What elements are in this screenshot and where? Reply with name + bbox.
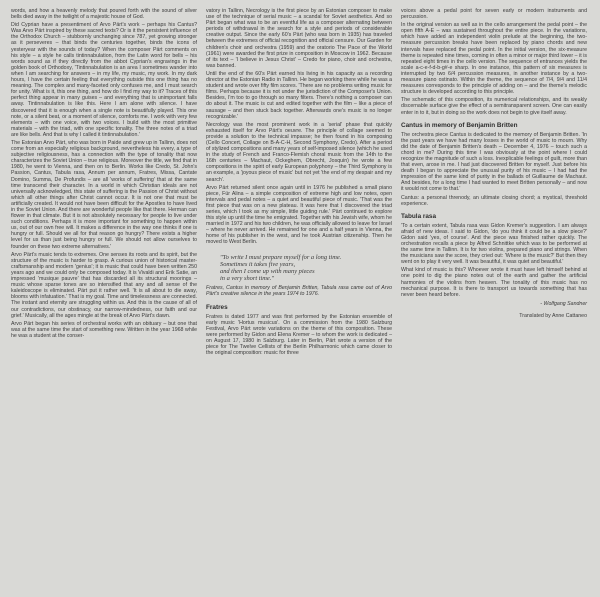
quote-line: and then I come up with many pieces bbox=[220, 267, 315, 275]
column-middle bbox=[206, 8, 392, 358]
paragraph: Cantus: a personal threnody, an ultimate closing chord; a mystical, threshold experience. bbox=[401, 194, 587, 207]
paragraph: Arvo Pärt returned silent once again until in 1976 he published a small piano piece, Für Alina – a simple composition of extreme high and low notes, open intervals and pedal notes – a quiet and beautiful piece of music. 'That was the first piece that was on a new plateau. It was here that I discovered the triad series, which I took as my simple, little guiding rule.' Pärt continued to explore this style up until the time he emigrated. Together with his Jewish wife, whom he married in 1972 and his two children, he was officially allowed to leave for Israel – where he never arrived. He remained for one and a half years in Vienna, the home of his publisher in the west, and he took Austrian citizenship. Then he moved to West Berlin. bbox=[206, 184, 392, 246]
paragraph: In the original version as well as in the cello arrangement the pedal point – the open fifth A-E – was sustained throughout the entire piece. In the variations, which have added an independent violin prelude at the beginning, the two-measure percussion breaks have been replaced by piano chords and new intervals have replaced the pedal point. In the initial version, the six-measure theme is repeated nine times, coming in often a minor or major third lower – it is repeated eight times in the cello version. The sequence of entrances yields the scale a-c-e-f-d-b-g#-e sharp. In one instance, this pattern of six measures is interrupted by two 6/4 percussion measures, in another instance by a two-measure piano ostinato. Within the theme, the sequence of 7/4, 9/4 and 11/4 measures corresponds to the principle of adding on – and the theme's melodic structure is developed according to this principle. bbox=[401, 22, 587, 96]
paragraph: The Estonian Arvo Pärt, who was born in Paide and grew up in Tallinn, does not come from an especially religious background, nevertheless his every, a type of subjective religiousness, has a connection with the type of tonality that now characterizes the Soviet Union – true religious. Moreover the title, we find that in 1980, he went to Vienna, and then on to Berlin. Works like Credo, St. John's Passion, Cantus, Tabula rasa, Annum per annum, Fratres, Missa, Cantate Domino, Summa, De Profundis – are all 'works of suffering' that at the same time transcend their character. In a world in which Christian ideals are not universally acknowledged, this state of suffering is the Passion of Christ without which all other things after Christ cannot occur. It is not one that must be artificially created. It would not have been difficult for the Apostles to have lived in the Soviet Union. And there are wonderful people like that there. Herman can flower in that climate. But it is not absolutely necessary for people to live under such conditions. Perhaps it is more important for something to happen within us, out of our own free will. It makes a difference in the way one thinks if one is hungry or full. Should we all for that reason go hungry? There exists a higher level for us than just being hungry or full. We should not allow ourselves to founder on these two extreme alternatives.' bbox=[11, 139, 197, 250]
section-heading-tabula-rasa: Tabula rasa bbox=[401, 212, 437, 220]
paragraph: What kind of music is this? Whoever wrote it must have left himself behind at one point to dig the piano notes out of the earth and gather the artificial harmonies of the violins from heaven. The tonality of this music has no mechanical purpose. It is there to transport us towards something that has never been heard before. bbox=[401, 267, 587, 298]
column-left bbox=[11, 8, 197, 341]
paragraph: The orchestra piece Cantus is dedicated to the memory of Benjamin Britten. 'In the past years we have had many losses in the world of music to mourn. Why did the date of Benjamin Britten's death – December 4, 1976 – touch such a chord in me? During this time I was obviously at the point where I could recognize the magnitude of such a loss. Inexplicable feelings of guilt, more than that even, arose in me. I had just discovered Britten for myself. Just before his death I began to appreciate the unusual purity of his music – I had had the impression of the same kind of purity in the ballads of Guillaume de Machaut. And besides, for a long time I had wanted to meet Britten personally – and now it would not come to that.' bbox=[401, 131, 587, 193]
paragraph: Until the end of the 60's Pärt earned his living in his capacity as a recording director at the Estonian Radio in Tallinn. He began working there while he was a student and wrote over fifty film scores. 'There are no problems writing music for films. Perhaps because it is not under the jurisdiction of the Composer's Union. Besides, I'm too to go through so many filters. There's nothing a composer can do about it. The music is cut and edited together with the film – like a piece of sausage – and then stuck back together. Afterwards one's music is no longer recognizable.' bbox=[206, 70, 392, 120]
paragraph: The schematic of this composition, its numerical relationships, and its weakly discernable surface give the effect of a semitransparent screen. One can easily enter in to it, but in doing so the work does not begin to give itself away. bbox=[401, 97, 587, 116]
section-heading-fratres: Fratres bbox=[206, 303, 228, 311]
author-signature: - Wolfgang Sandner bbox=[540, 300, 587, 307]
paragraph: Did Cyprian have a presentiment of Arvo Pärt's work – perhaps his Cantus? Was Arvo Pärt inspired by these sacred texts? Or is it the persistent influence of the Orthodox Church – stubbornly unchanging since 787, yet growing stronger as it perseveres – that binds the centuries together, binds the icons of yesteryear with the sounds of today? When the composer Pärt comments on his style – a style he calls tintinnabulation, from the Latin word for bells – his words sound as if they directly from the abbot Cyprian's engravings in the golden book of Orthodoxy, 'Tintinnabulation is an area I sometimes wander into when I am searching for answers – in my life, my music, my work. In my dark hours, I have the certain feeling that everything outside this one thing has no meaning. The complex and many-faceted only confuses me, and I must search for unity. What is it, this one thing, and how do I find my way to it? Traces of this perfect thing appear in many guises – and everything that is unimportant falls away. Tintinnabulation is like this. Here I am alone with silence. I have discovered that it is enough when a single note is beautifully played. This one note, or a silent beat, or a moment of silence, comforts me. I work with very few elements – with one voice, with two voices. I build with the most primitive materials – with the triad, with one specific tonality. The three notes of a triad are like bells. And that is why I called it tintinnabulation.' bbox=[11, 22, 197, 138]
quote-line: Sometimes it takes five years, bbox=[220, 260, 296, 268]
quote-line: "To write I must prepare myself for a long time. bbox=[220, 253, 342, 261]
paragraph: words, and how a heavenly melody that poured forth with the sound of silver bells died away in the twilight of a majestic house of God. bbox=[11, 8, 197, 21]
pull-quote bbox=[220, 254, 392, 283]
paragraph: Arvo Pärt began his series of orchestral works with an obituary – but one that was at the same time the start of something new. Written in the year 1968 while he was a student at the conser- bbox=[11, 320, 197, 339]
paragraph: vatory in Tallinn, Necrology is the first piece by an Estonian composer to make use of the technique of serial music – a scandal for Soviet aesthetics. And so Pärt began what was to be an eventful life as a composer alternating between periods of withdrawal in the search for a style and periods of considerable creative output. Since the early 60's Pärt (who was born in 1935) has traveled between the extremes of official recognition and official censure. Our Garden for children's choir and orchestra (1959) and the oratorio The Pace of the World (1961) were awarded the first prize in composition in Moscow in 1962. Because of its text – 'I believe in Jesus Christ' – Credo for piano, choir and orchestra, was banned. bbox=[206, 8, 392, 69]
paragraph: 'To a certain extent, Tabula rasa was Gidon Kremer's suggestion. I am always afraid of new ideas. I said to Gidon, 'do you think it could be a slow piece?' Gidon said 'yes, of course'. And the piece was finished rather quickly. The orchestration recalls a piece by Alfred Schnittke which was to be performed at the same time in Tallinn. It is for two violins, prepared piano and strings. When the musicians saw the score, they cried out: 'Where is the music?' But then they went on to play it very well. It was beautiful, it was quiet and beautiful.' bbox=[401, 222, 587, 266]
section-heading-cantus: Cantus in memory of Benjamin Britten bbox=[401, 121, 518, 129]
translator-credit: Translated by Anne Cattaneo bbox=[519, 312, 587, 319]
paragraph: Necrology was the most prominent work in a 'serial' phase that quickly exhausted itself for Arvo Pärt's oeuvre. The principle of collage seemed to provide a solution to the technical impasse; he then found in his composing (Cello Concert, Collage on B-A-C-H, Second Symphony, Credo). After a period of stylized compositions and many years of self-imposed silence (which he used in the study of French and Franco-Flemish choral music from the 14th to the 16th centuries – Machaut, Ockeghem, Obrecht, Josquin) he wrote a few compositions in the spirit of early European polyphony – the Third Symphony is an example, a 'joyous piece of music' but not yet 'the end of my despair and my search'. bbox=[206, 121, 392, 183]
paragraph: voices above a pedal point for seven early or modern instruments and percussion. bbox=[401, 8, 587, 21]
column-right bbox=[401, 8, 587, 319]
quote-line: in a very short time." bbox=[220, 275, 274, 283]
caption: Fratres, Cantus in memory of Benjamin Britten, Tabula rasa came out of Arvo Pärt's creative silence in the years 1974 to 1976. bbox=[206, 285, 392, 298]
paragraph: Arvo Pärt's music tends to extremes. One senses its roots and its spirit, but the structure of the music is harder to grasp. A curious union of historical master-craftsmanship and modern 'genius'; it is music that could have been written 250 years ago and we could only be composed today. It is Vivaldi and Erik Satie, an impressed 'musique pauvre' that has discarded all its structural moorings – music whose sparse tones are so intensified that any and all sense of the kaleidoscope is eliminated. Pärt put it rather well. 'It is all about to die away, blooms with infatuation.' That is my goal. Time and timelessness are connected. The instant and eternity are struggling within us. And this is the cause of all of our contradictions, our obstinacy, our narrow-mindedness, our faith and our grief.' Musically, all the ages mingle at the break of Arvo Pärt's dawn. bbox=[11, 251, 197, 319]
paragraph: Fratres is dated 1977 and was first performed by the Estonian ensemble of early music 'Hortus musicus'. On a commission from the 1980 Salzburg Festival, Arvo Pärt wrote variations on the theme of this composition. These were performed by Gidon and Elena Kremer – to whom the work is dedicated – on August 17, 1980 in Salzburg. Later in Berlin, Pärt wrote a version of the piece for The Twelve Cellists of the Berlin Philharmonic which came closer to the original composition: music for three bbox=[206, 313, 392, 357]
